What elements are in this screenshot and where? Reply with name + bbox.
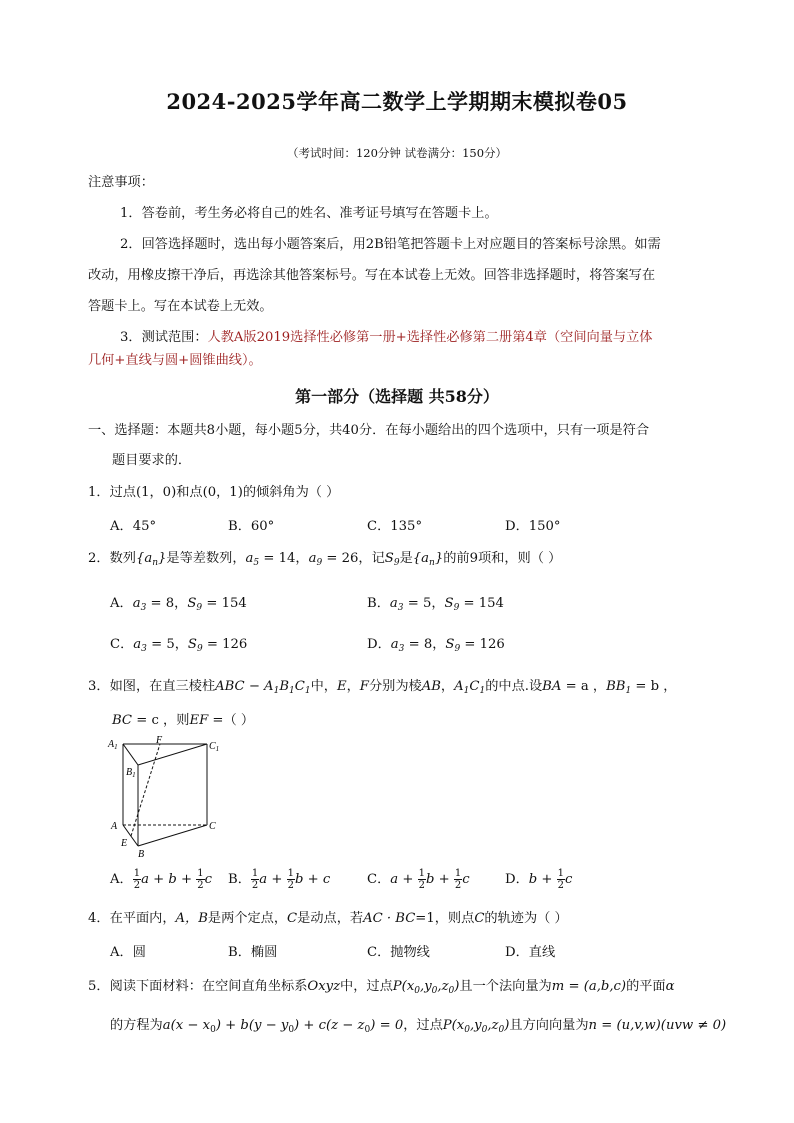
- q1-stem: 1．过点(1，0)和点(0，1)的倾斜角为（ ）: [88, 485, 340, 500]
- exam-subtitle: （考试时间：120分钟 试卷满分：150分）: [286, 146, 508, 160]
- label-f: F: [156, 735, 163, 746]
- q4-option-c: C．抛物线: [367, 945, 430, 960]
- q1-option-a: A．45°: [110, 519, 157, 534]
- note-3-line-1: [120, 329, 652, 347]
- q3-stem-line-2: BC = c ，则EF =（ ）: [112, 713, 255, 728]
- note-1: 1．答卷前，考生务必将自己的姓名、准考证号填写在答题卡上。: [120, 206, 498, 221]
- label-e: E: [121, 838, 128, 849]
- section-intro-line-1: 一、选择题：本题共8小题，每小题5分，共40分．在每小题给出的四个选项中，只有一项是符合: [88, 423, 650, 438]
- note-2-line-3: 答题卡上。写在本试卷上无效。: [88, 299, 273, 314]
- page-title: 2024-2025学年高二数学上学期期末模拟卷05: [166, 89, 628, 114]
- q2-option-c: C．$a_3 = 5$，$S_9 = 126$: [110, 637, 248, 654]
- section-intro-line-2: 题目要求的．: [112, 453, 192, 468]
- section-title: 第一部分（选择题 共58分）: [295, 387, 499, 406]
- q3-stem-line-1: 3．如图，在直三棱柱ABC − $A_1B_1C_1$中，E，F分别为棱AB，$A_1C_1$的中点.设BA = a ，$BB_1 = b$ ，: [88, 679, 677, 696]
- label-a1: $A_1$: [108, 739, 118, 751]
- q3-option-a: A． $\frac{1}{2}$ a + b + $\frac{1}{2}$ c: [110, 868, 213, 891]
- q2-option-d: D．$a_3 = 8$，$S_9 = 126$: [367, 637, 505, 654]
- notes-heading: 注意事项：: [88, 175, 154, 190]
- prism-figure: [105, 735, 220, 860]
- q1-option-c: C．135°: [367, 519, 423, 534]
- q2-option-a: A．$a_3 = 8$，$S_9 = 154$: [110, 596, 247, 613]
- label-b1: $B_1$: [126, 767, 136, 779]
- q2-stem: 2．数列$\{a_n\}$是等差数列，$a_5 = 14$，$a_9 = 26$，记$S_9$是$\{a_n\}$的前9项和，则（ ）: [88, 551, 562, 568]
- q3-option-b: B． $\frac{1}{2}$ a + $\frac{1}{2}$ b + c: [228, 868, 331, 891]
- q5-stem-line-1: 5．阅读下面材料：在空间直角坐标系Oxyz中，过点$P(x_0,y_0,z_0)$且一个法向量为m = (a,b,c)的平面α: [88, 979, 675, 996]
- q2-option-b: B．$a_3 = 5$，$S_9 = 154$: [367, 596, 504, 613]
- label-a: A: [111, 821, 118, 832]
- q3-option-c: C．a + $\frac{1}{2}$ b + $\frac{1}{2}$ c: [367, 868, 470, 891]
- note-3-prefix: 3．测试范围：: [120, 330, 208, 345]
- label-c1: $C_1$: [209, 741, 220, 753]
- q4-option-b: B．椭圆: [228, 945, 278, 960]
- note-3-scope: 人教A版2019选择性必修第一册+选择性必修第二册第4章（空间向量与立体: [207, 330, 653, 345]
- q5-stem-line-2: 的方程为$a(x - x_0) + b(y - y_0) + c(z - z_0) = 0$，过点$P(x_0,y_0,z_0)$且方向向量为n = (u,v,w)(uvw ≠ 0): [110, 1018, 727, 1035]
- q4-option-a: A．圆: [110, 945, 146, 960]
- note-3-line-2: 几何+直线与圆+圆锥曲线）。: [88, 353, 262, 368]
- q4-stem: 4．在平面内，A，B是两个定点，C是动点，若AC · BC=1，则点C的轨迹为（ ）: [88, 911, 568, 926]
- note-2-line-1: 2．回答选择题时，选出每小题答案后，用2B铅笔把答题卡上对应题目的答案标号涂黑。如需: [120, 237, 661, 252]
- q3-option-d: D．b + $\frac{1}{2}$ c: [505, 868, 573, 891]
- q4-option-d: D．直线: [505, 945, 556, 960]
- label-c: C: [209, 821, 216, 832]
- q1-option-b: B．60°: [228, 519, 275, 534]
- note-2-line-2: 改动，用橡皮擦干净后，再选涂其他答案标号。写在本试卷上无效。回答非选择题时，将答案写在: [88, 268, 656, 283]
- q1-option-d: D．150°: [505, 519, 561, 534]
- label-b: B: [138, 849, 145, 860]
